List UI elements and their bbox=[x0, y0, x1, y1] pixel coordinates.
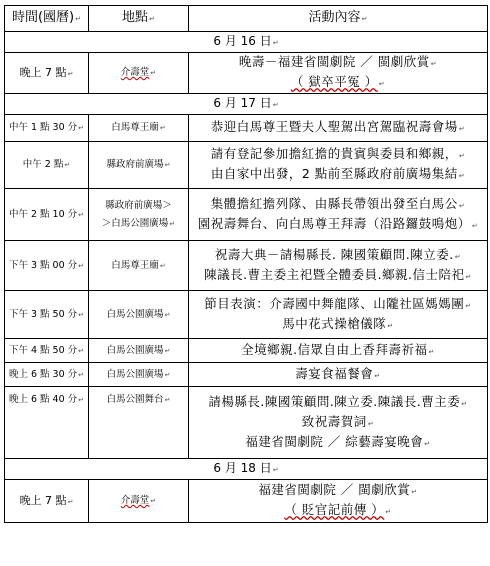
table-row bbox=[5, 339, 488, 363]
date-label: 6 月 16 日 bbox=[213, 34, 272, 48]
table-row bbox=[5, 189, 488, 241]
content-cell: 福建省閩劇院 ／ 閩劇欣賞↵ （ 貶官記前傳 ）↵ bbox=[189, 480, 488, 523]
time-cell: 下午 3 點 00 分↵ bbox=[5, 241, 89, 291]
content-cell: 節目表演：介壽國中舞龍隊、山隴社區媽媽團↵ 馬中花式操槍儀隊↵ bbox=[189, 291, 488, 339]
time-cell: 晚上 7 點↵ bbox=[5, 53, 89, 94]
header-row bbox=[5, 6, 488, 32]
table-row bbox=[5, 291, 488, 339]
date-row: 6 月 18 日↵ bbox=[5, 459, 488, 480]
place-cell: 介壽堂↵ bbox=[89, 53, 189, 94]
date-label: 6 月 18 日 bbox=[213, 461, 272, 475]
content-cell: 祝壽大典－請楊縣長. 陳國策顧問.陳立委.↵ 陳議長.曹主委主祀暨全體委員.鄉親.信士陪祀↵ bbox=[189, 241, 488, 291]
time-cell: 中午 2 點↵ bbox=[5, 142, 89, 189]
place-cell: 白馬公園廣場↵ bbox=[89, 339, 189, 363]
table-row bbox=[5, 241, 488, 291]
place-cell: 白馬公園廣場↵ bbox=[89, 291, 189, 339]
place-cell: 白馬公園廣場↵ bbox=[89, 363, 189, 387]
content-cell: 恭迎白馬尊王暨夫人聖駕出宮駕臨祝壽會場↵ bbox=[189, 115, 488, 142]
date-label: 6 月 17 日 bbox=[213, 96, 272, 110]
table-row bbox=[5, 115, 488, 142]
table-row bbox=[5, 53, 488, 94]
table-row bbox=[5, 363, 488, 387]
header-place: 地點↵ bbox=[89, 6, 189, 32]
schedule-table bbox=[4, 5, 488, 523]
content-cell: 集體擔紅擔列隊、由縣長帶領出發至白馬公↵ 園祝壽舞台、向白馬尊王拜壽（沿路鑼鼓鳴炮）↵ bbox=[189, 189, 488, 241]
place-cell: 白馬尊王廟↵ bbox=[89, 115, 189, 142]
place-cell: 白馬尊王廟↵ bbox=[89, 241, 189, 291]
time-cell: 下午 4 點 50 分↵ bbox=[5, 339, 89, 363]
header-content: 活動內容↵ bbox=[189, 6, 488, 32]
content-cell: 全境鄉親.信眾自由上香拜壽祈福↵ bbox=[189, 339, 488, 363]
date-row: 6 月 17 日↵ bbox=[5, 94, 488, 115]
header-time: 時間(國曆)↵ bbox=[5, 6, 89, 32]
time-cell: 晚上 6 點 30 分↵ bbox=[5, 363, 89, 387]
time-cell: 中午 1 點 30 分↵ bbox=[5, 115, 89, 142]
table-row bbox=[5, 387, 488, 459]
table-row bbox=[5, 480, 488, 523]
date-row: 6 月 16 日↵ bbox=[5, 32, 488, 53]
content-cell: 請有登記參加擔紅擔的貴賓與委員和鄉親，↵ 由自家中出發，2 點前至縣政府前廣場集結↵ bbox=[189, 142, 488, 189]
place-cell: 縣政府前廣場↵ bbox=[89, 142, 189, 189]
table-row bbox=[5, 142, 488, 189]
content-cell: 壽宴食福餐會↵ bbox=[189, 363, 488, 387]
content-cell: 請楊縣長.陳國策顧問.陳立委.陳議長.曹主委↵ 致祝壽賀詞↵ 福建省閩劇院 ／ 綜藝壽宴晚會↵ bbox=[189, 387, 488, 459]
time-cell: 晚上 7 點↵ bbox=[5, 480, 89, 523]
place-cell: 介壽堂↵ bbox=[89, 480, 189, 523]
time-cell: 晚上 6 點 40 分↵ bbox=[5, 387, 89, 459]
place-cell: 白馬公園舞台↵ bbox=[89, 387, 189, 459]
content-cell: 晚壽－福建省閩劇院 ／ 閩劇欣賞↵ （ 獄卒平冤 ）↵ bbox=[189, 53, 488, 94]
time-cell: 下午 3 點 50 分↵ bbox=[5, 291, 89, 339]
place-cell: 縣政府前廣場＞ ＞白馬公園廣場↵ bbox=[89, 189, 189, 241]
time-cell: 中午 2 點 10 分↵ bbox=[5, 189, 89, 241]
